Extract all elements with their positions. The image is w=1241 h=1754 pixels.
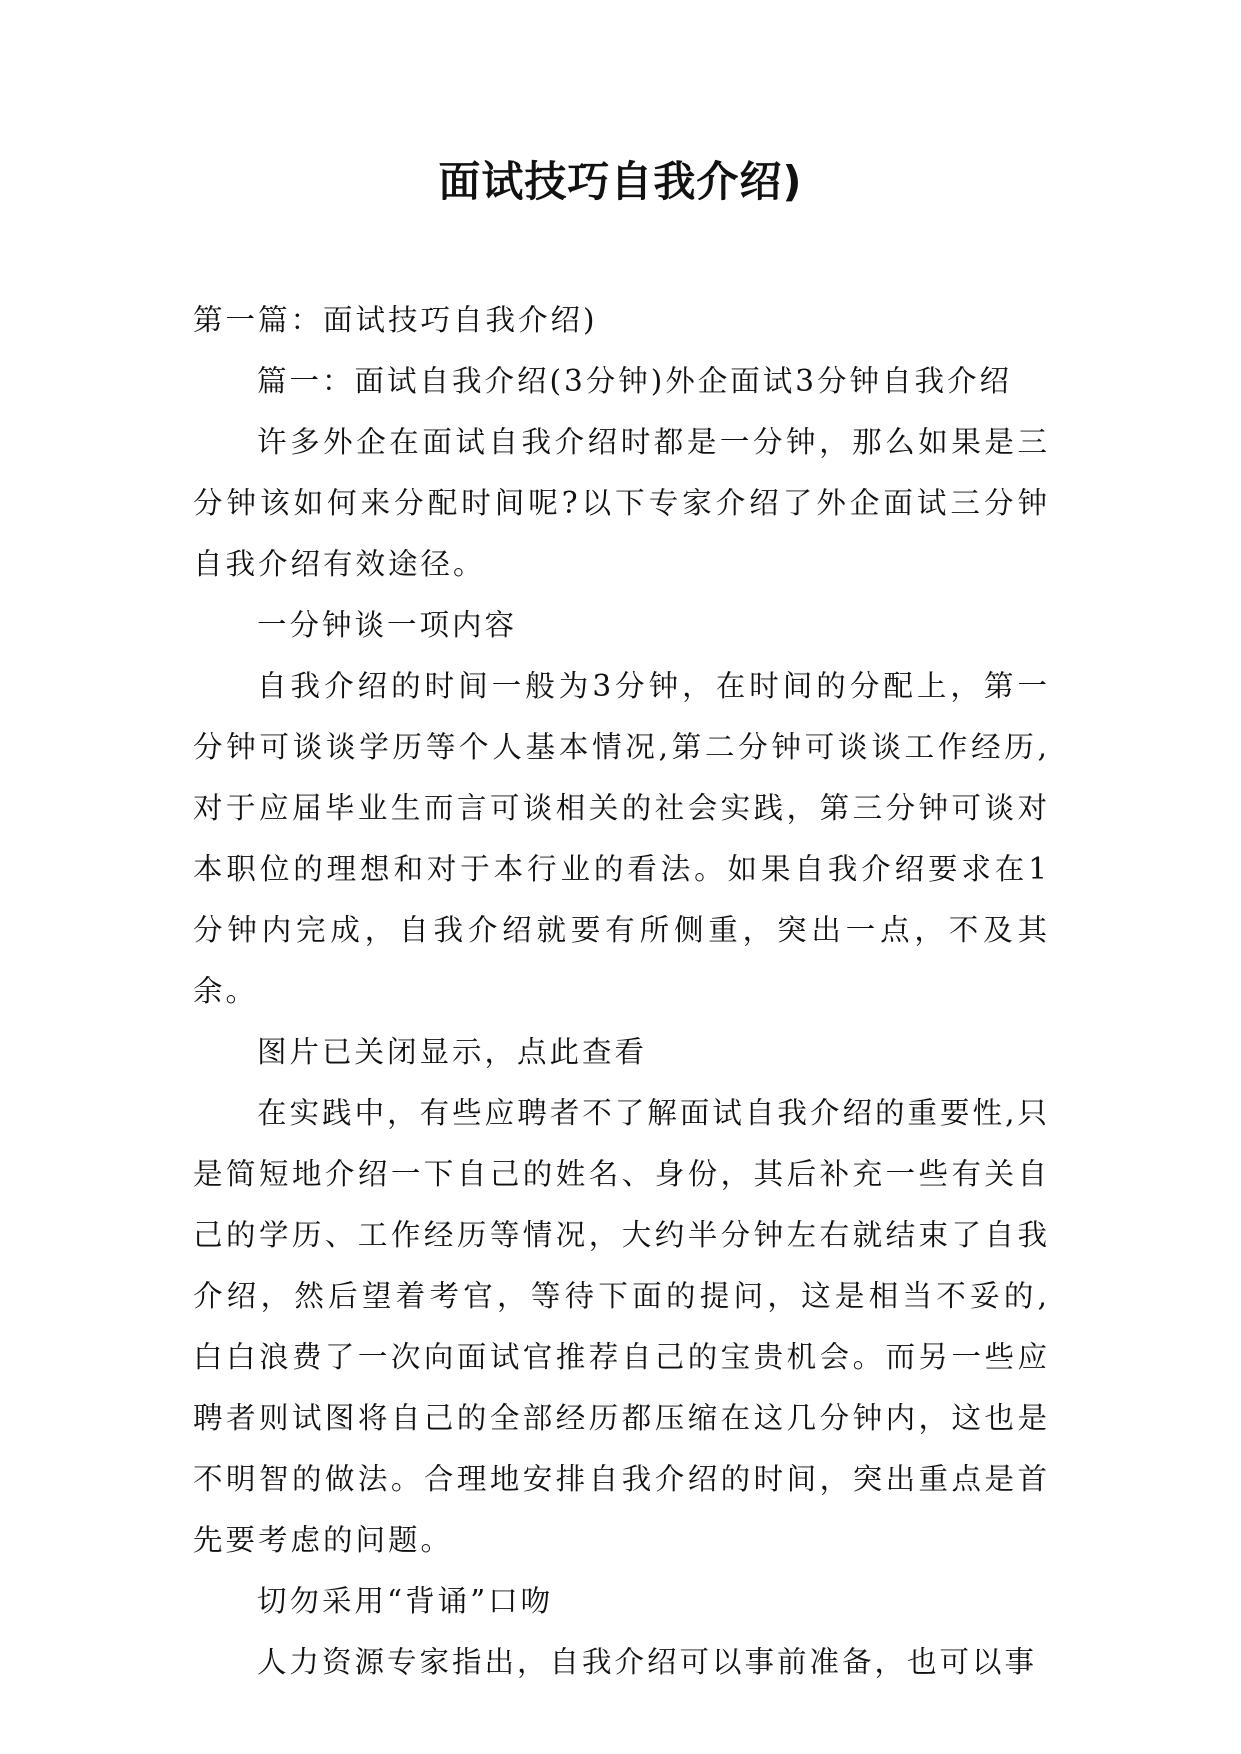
section-heading: 一分钟谈一项内容 <box>257 608 518 642</box>
image-placeholder-text: 图片已关闭显示，点此查看 <box>257 1035 648 1069</box>
paragraph: 在实践中，有些应聘者不了解面试自我介绍的重要性,只是简短地介绍一下自己的姓名、身份，其后补充一些有关自己的学历、工作经历等情况，大约半分钟左右就结束了自我介绍，然后望着考官，等待下面的提问，这是相当不妥的,白白浪费了一次向面试官推荐自己的宝贵机会。而另一些应聘者则试图将自己的全部经历都压缩在这几分钟内，这也是不明智的做法。合理地安排自我介绍的时间，突出重点是首先要考虑的问题。 <box>193 1096 1050 1557</box>
section-heading: 切勿采用“背诵”口吻 <box>257 1584 554 1618</box>
paragraph: 许多外企在面试自我介绍时都是一分钟，那么如果是三分钟该如何来分配时间呢?以下专家介绍了外企面试三分钟自我介绍有效途径。 <box>193 425 1050 581</box>
paragraph: 人力资源专家指出，自我介绍可以事前准备，也可以事 <box>257 1645 1038 1679</box>
paragraph: 第一篇：面试技巧自我介绍) <box>193 303 598 337</box>
paragraph: 自我介绍的时间一般为3分钟，在时间的分配上，第一分钟可谈谈学历等个人基本情况,第二分钟可谈谈工作经历,对于应届毕业生而言可谈相关的社会实践，第三分钟可谈对本职位的理想和对于本行业的看法。如果自我介绍要求在1分钟内完成，自我介绍就要有所侧重，突出一点，不及其余。 <box>193 669 1050 1008</box>
document-title: 面试技巧自我介绍) <box>438 157 803 206</box>
paragraph: 篇一：面试自我介绍(3分钟)外企面试3分钟自我介绍 <box>257 364 1013 398</box>
document-body <box>193 290 1050 1693</box>
